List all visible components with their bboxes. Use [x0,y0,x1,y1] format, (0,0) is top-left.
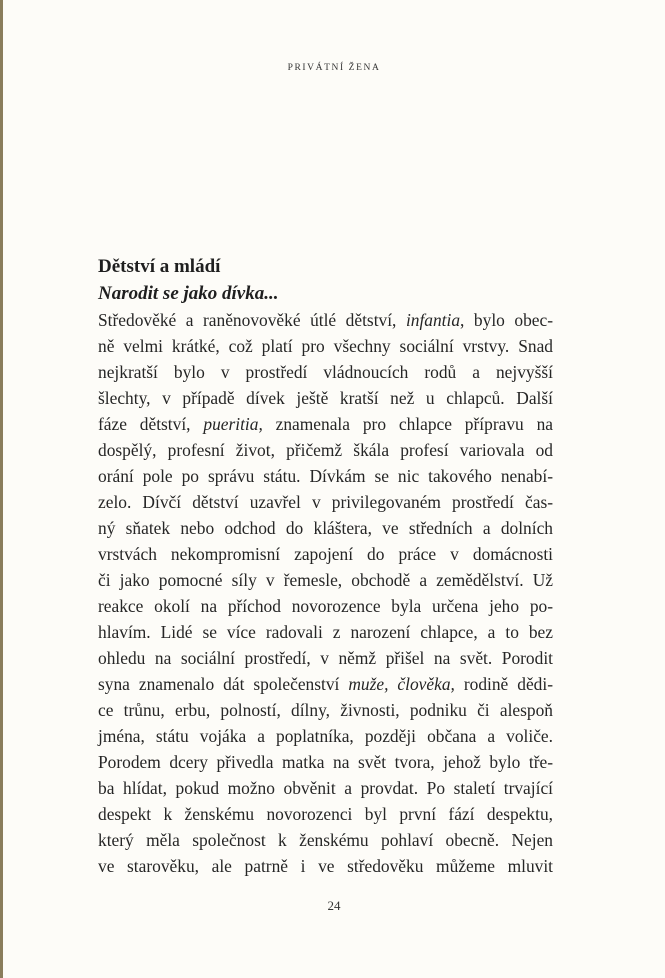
text-run: ně velmi krátké, což platí pro všechny sociální vrstvy. Snad [98,336,553,356]
section-subheading: Narodit se jako dívka... [98,283,279,304]
chapter-section [98,253,553,879]
text-run: jména, státu vojáka a poplatníka, později občana a voliče. [98,726,553,746]
text-run: šlechty, v případě dívek ještě kratší než u chlapců. Další [98,388,553,408]
text-line [98,801,553,827]
text-run: despekt k ženskému novorozenci byl první fází despektu, [98,804,553,824]
text-run: fáze dětství, [98,414,204,434]
text-line [98,541,553,567]
text-run: zelo. Dívčí dětství uzavřel v privilegovaném prostředí čas- [98,492,553,512]
text-run: ba hlídat, pokud možno obvěnit a provdat. Po staletí trvající [98,778,553,798]
text-line [98,359,553,385]
text-run: dospělý, profesní život, přičemž škála profesí variovala od [98,440,553,460]
text-run: znamenala pro chlapce přípravu na [262,414,553,434]
text-run: hlavím. Lidé se více radovali z narození chlapce, a to bez [98,622,553,642]
text-line [98,385,553,411]
text-line [98,593,553,619]
text-line [98,567,553,593]
text-line [98,853,553,879]
text-run: či jako pomocné síly v řemesle, obchodě a zemědělství. Už [98,570,553,590]
text-run: ce trůnu, erbu, polností, dílny, živnosti, podniku či alespoň [98,700,553,720]
text-run: rodině dědi- [454,674,553,694]
italic-term: muže, člověka, [348,674,455,694]
text-run: Středověké a raněnovověké útlé dětství, [98,310,406,330]
text-line [98,463,553,489]
text-run: ohledu na sociální prostředí, v němž přišel na svět. Porodit [98,648,553,668]
page-number: 24 [327,898,341,913]
text-line [98,489,553,515]
italic-term: infantia [405,310,461,330]
text-line [98,697,553,723]
text-run: ve starověku, ale patrně i ve středověku můžeme mluvit [98,856,553,876]
italic-term: pueritia, [203,414,263,434]
text-line [98,437,553,463]
text-line [98,775,553,801]
text-line [98,723,553,749]
text-run: vrstvách nekompromisní zapojení do práce v domácnosti [98,544,553,564]
text-run: syna znamenalo dát společenství [98,674,349,694]
text-run: reakce okolí na příchod novorozence byla určena jeho po- [98,596,553,616]
text-line [98,619,553,645]
text-line [98,645,553,671]
text-line [98,749,553,775]
text-line [98,827,553,853]
text-run: nejkratší bylo v prostředí vládnoucích rodů a nejvyšší [98,362,553,382]
text-line [98,671,553,697]
text-run: Porodem dcery přivedla matka na svět tvora, jehož bylo tře- [98,752,553,772]
text-run: který měla společnost k ženskému pohlaví obecně. Nejen [98,830,553,850]
text-line [98,515,553,541]
text-line [98,411,553,437]
text-run: , bylo obec- [460,310,553,330]
body-paragraph [98,307,553,879]
running-head: PRIVÁTNÍ ŽENA [287,63,381,73]
text-line [98,307,553,333]
text-run: ný sňatek nebo odchod do kláštera, ve středních a dolních [98,518,553,538]
text-run: orání pole po správu státu. Dívkám se nic takového nenabí- [98,466,553,486]
text-line [98,333,553,359]
section-heading: Dětství a mládí [98,256,221,277]
